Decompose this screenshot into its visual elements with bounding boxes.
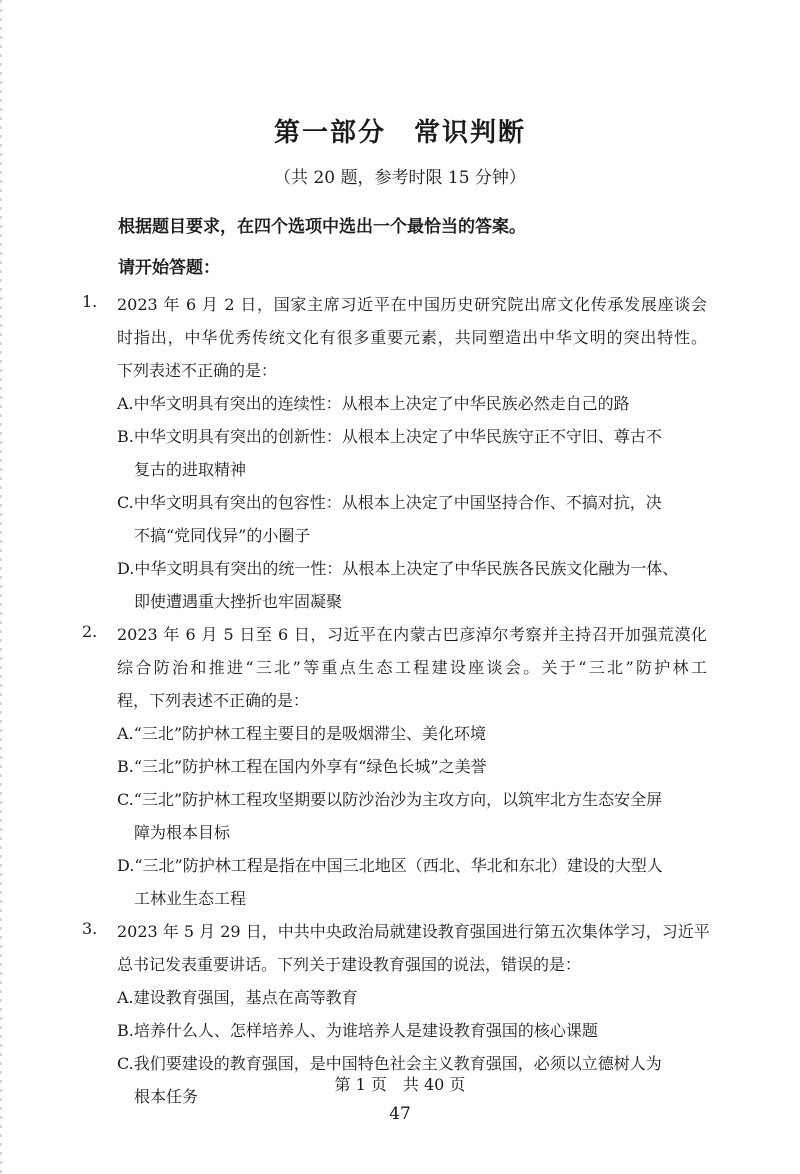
- option-text: 中华文明具有突出的包容性：从根本上决定了中国坚持合作、不搞对抗，决: [133, 493, 662, 512]
- option-text-continued: 即使遭遇重大挫折也牢固凝聚: [134, 592, 343, 611]
- option-b: [117, 1018, 598, 1041]
- option-text: 建设教育强国，基点在高等教育: [133, 988, 358, 1007]
- section-subtitle: （共 20 题，参考时限 15 分钟）: [274, 168, 526, 188]
- option-label: A.: [117, 724, 134, 743]
- option-label: D.: [117, 856, 135, 875]
- question-stem-line: 下列表述不正确的是：: [117, 361, 278, 380]
- option-text: 培养什么人、怎样培养人、为谁培养人是建设教育强国的核心课题: [133, 1021, 598, 1040]
- option-c: [117, 787, 662, 810]
- option-a: [117, 721, 486, 744]
- question-stem-line: 2023 年 6 月 2 日，国家主席习近平在中国历史研究院出席文化传承发展座谈会: [117, 295, 707, 314]
- option-d: [117, 556, 678, 579]
- option-a: [117, 985, 358, 1008]
- option-b: [117, 754, 487, 777]
- option-label: C.: [117, 493, 134, 512]
- question-number: 2.: [82, 622, 98, 641]
- option-text: 中华文明具有突出的连续性：从根本上决定了中华民族必然走自己的路: [133, 394, 630, 413]
- option-text-continued: 障为根本目标: [134, 823, 231, 842]
- page-indicator: 第 1 页 共 40 页: [334, 1075, 466, 1094]
- option-text-continued: 不搞“党同伐异”的小圈子: [134, 526, 311, 545]
- option-label: B.: [117, 757, 134, 776]
- option-b: [117, 424, 662, 447]
- option-label: D.: [117, 559, 135, 578]
- page-number: 47: [389, 1104, 411, 1124]
- option-c: [117, 1051, 662, 1074]
- option-text: 中华文明具有突出的统一性：从根本上决定了中华民族各民族文化融为一体、: [134, 559, 679, 578]
- option-text: 我们要建设的教育强国，是中国特色社会主义教育强国，必须以立德树人为: [133, 1054, 662, 1073]
- start-prompt: 请开始答题：: [118, 258, 220, 278]
- question-stem-line: 2023 年 6 月 5 日至 6 日，习近平在内蒙古巴彦淖尔考察并主持召开加强荒漠化: [117, 625, 707, 644]
- option-c: [117, 490, 662, 513]
- option-text: “三北”防护林工程在国内外享有“绿色长城”之美誉: [133, 757, 487, 776]
- option-label: A.: [117, 988, 134, 1007]
- question-stem-line: 程，下列表述不正确的是：: [117, 691, 310, 710]
- question-number: 1.: [82, 292, 98, 311]
- option-a: [117, 391, 630, 414]
- question-stem-line: 总书记发表重要讲话。下列关于建设教育强国的说法，错误的是：: [117, 955, 582, 974]
- option-label: C.: [117, 790, 134, 809]
- option-text: 中华文明具有突出的创新性：从根本上决定了中华民族守正不守旧、尊古不: [133, 427, 662, 446]
- option-text: “三北”防护林工程主要目的是吸烟滞尘、美化环境: [133, 724, 487, 743]
- question-number: 3.: [82, 919, 98, 938]
- option-d: [117, 853, 663, 876]
- option-label: B.: [117, 1021, 134, 1040]
- question-stem-line: 2023 年 5 月 29 日，中共中央政治局就建设教育强国进行第五次集体学习，习近平: [117, 922, 710, 941]
- section-title: 第一部分 常识判断: [273, 118, 526, 148]
- option-text-continued: 根本任务: [134, 1087, 199, 1106]
- question-stem-line: 时指出，中华优秀传统文化有很多重要元素，共同塑造出中华文明的突出特性。: [117, 328, 707, 347]
- option-label: C.: [117, 1054, 134, 1073]
- question-stem-line: 综合防治和推进“三北”等重点生态工程建设座谈会。关于“三北”防护林工: [117, 658, 707, 677]
- instruction-text: 根据题目要求，在四个选项中选出一个最恰当的答案。: [118, 217, 526, 237]
- option-label: B.: [117, 427, 134, 446]
- option-text-continued: 工林业生态工程: [134, 889, 247, 908]
- option-text-continued: 复古的进取精神: [134, 460, 247, 479]
- option-text: “三北”防护林工程攻坚期要以防沙治沙为主攻方向，以筑牢北方生态安全屏: [133, 790, 663, 809]
- option-label: A.: [117, 394, 134, 413]
- option-text: “三北”防护林工程是指在中国三北地区（西北、华北和东北）建设的大型人: [134, 856, 663, 875]
